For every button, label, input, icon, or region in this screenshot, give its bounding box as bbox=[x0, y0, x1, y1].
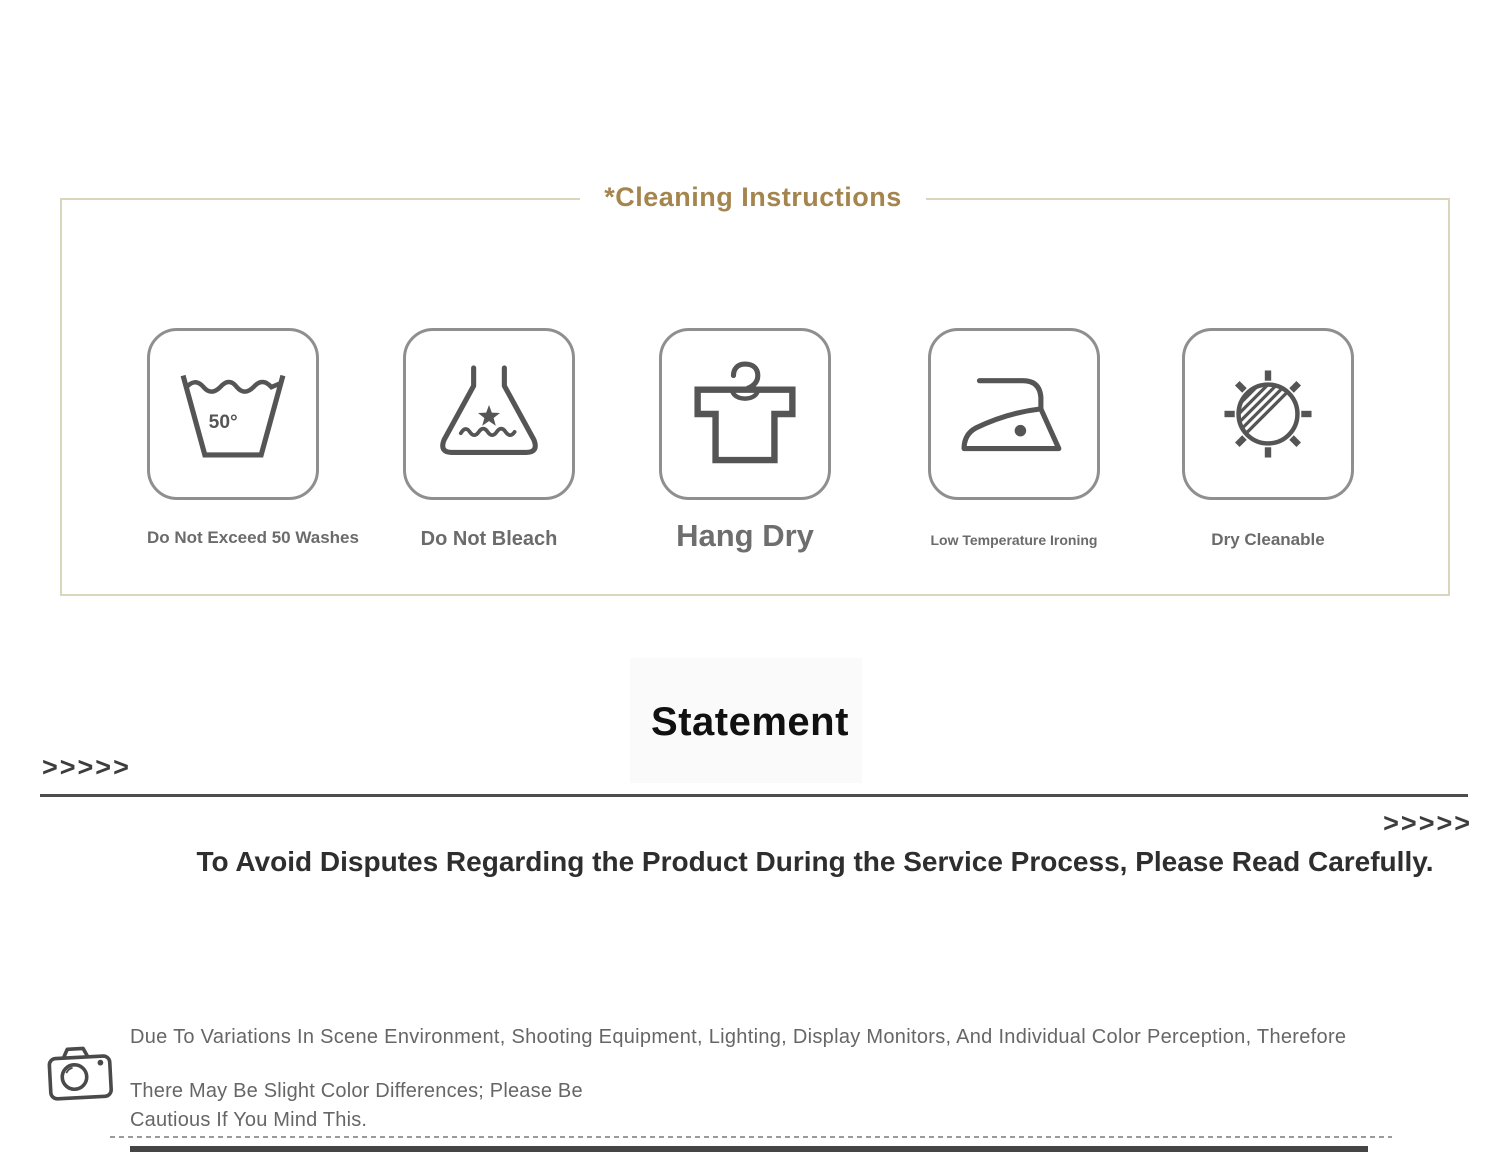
wash-temp-text: 50° bbox=[208, 412, 238, 434]
hang-dry-shirt-icon bbox=[659, 328, 831, 500]
care-label-max-washes: Do Not Exceed 50 Washes bbox=[147, 528, 359, 547]
care-item-max-washes bbox=[147, 328, 359, 548]
cleaning-title-row bbox=[60, 178, 1446, 216]
care-item-low-temp-iron bbox=[928, 328, 1100, 548]
chevrons-right-decoration: >>>>> bbox=[1383, 808, 1472, 838]
statement-divider-line bbox=[40, 794, 1468, 797]
bottom-section-edge bbox=[130, 1146, 1368, 1152]
chevrons-left-decoration: >>>>> bbox=[42, 752, 131, 782]
care-label-dry-cleanable: Dry Cleanable bbox=[1211, 530, 1325, 549]
bottom-dashed-divider bbox=[110, 1136, 1392, 1138]
statement-heading: Statement bbox=[651, 700, 849, 744]
cleaning-instructions-title: *Cleaning Instructions bbox=[580, 178, 926, 216]
care-label-no-bleach: Do Not Bleach bbox=[420, 528, 558, 550]
dry-clean-circle-icon bbox=[1182, 328, 1354, 500]
color-disclaimer-line1: Due To Variations In Scene Environment, Shooting Equipment, Lighting, Display Monitors, And Individual Color Perception, Therefore bbox=[130, 1026, 1347, 1048]
care-label-low-temp-iron: Low Temperature Ironing bbox=[930, 532, 1098, 548]
color-disclaimer-line2 bbox=[130, 1077, 610, 1135]
read-carefully-notice: To Avoid Disputes Regarding the Product During the Service Process, Please Read Carefully. bbox=[196, 846, 1434, 877]
care-item-hang-dry bbox=[659, 328, 831, 554]
care-item-no-bleach bbox=[403, 328, 575, 551]
low-temp-iron-icon bbox=[928, 328, 1100, 500]
no-bleach-flask-icon bbox=[403, 328, 575, 500]
color-disclaimer-line2a: There May Be Slight Color Differences; Please Be bbox=[130, 1080, 583, 1102]
camera-icon bbox=[42, 1038, 117, 1106]
care-label-hang-dry: Hang Dry bbox=[676, 518, 814, 553]
care-item-dry-cleanable bbox=[1182, 328, 1354, 550]
color-disclaimer-line2b: Cautious If You Mind This. bbox=[130, 1109, 368, 1131]
wash-tub-50-icon bbox=[147, 328, 319, 500]
